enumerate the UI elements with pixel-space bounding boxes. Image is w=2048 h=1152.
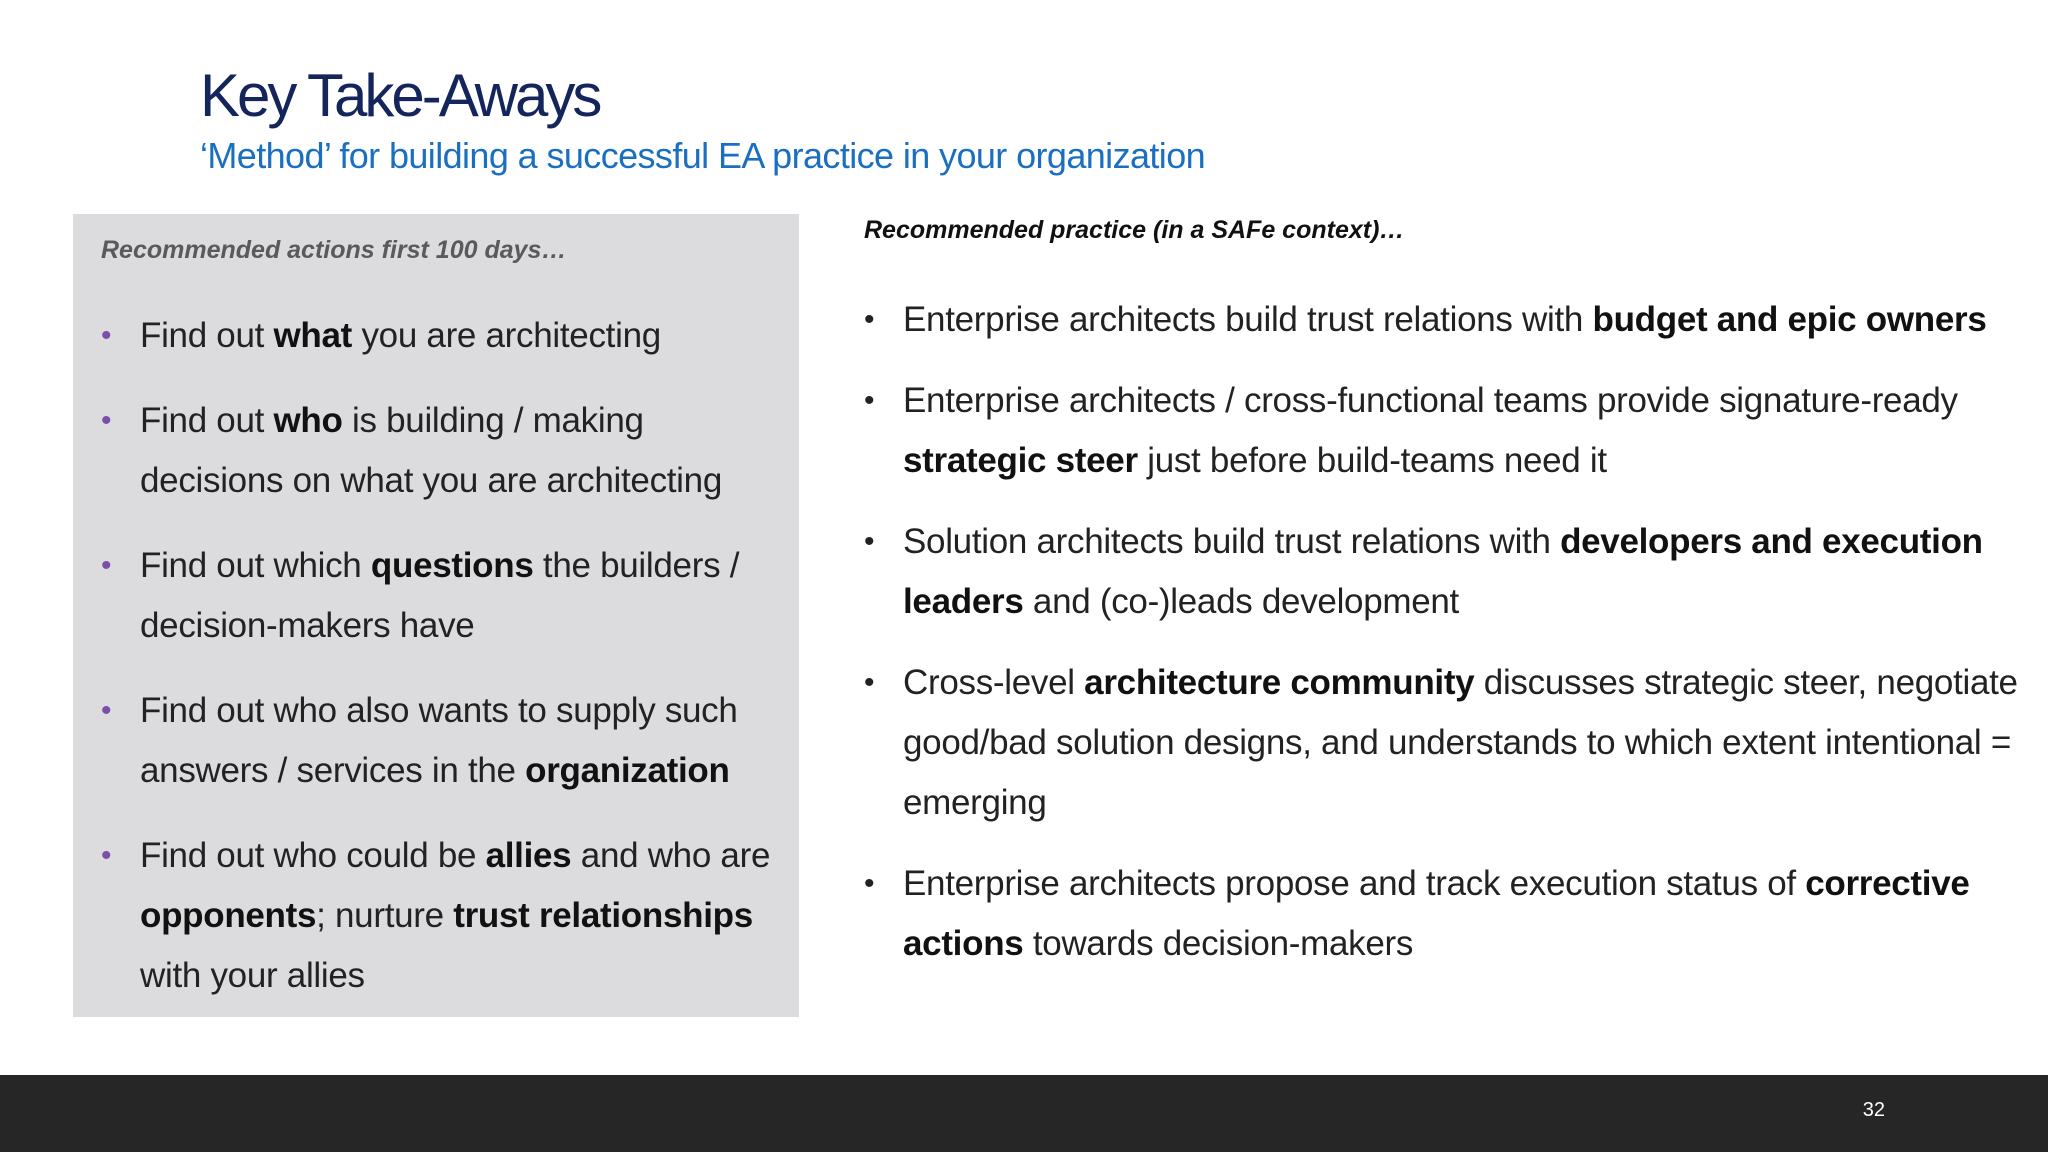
emphasis-text: trust relationships <box>453 896 753 935</box>
emphasis-text: corrective actions <box>903 864 1970 963</box>
item-text: towards decision-makers <box>1023 924 1414 963</box>
bullet-dot-icon: • <box>864 867 875 900</box>
emphasis-text: architecture community <box>1084 663 1475 702</box>
item-text: and who are <box>571 836 771 875</box>
bullet-dot-icon: • <box>101 549 112 582</box>
item-text: Find out <box>140 316 274 355</box>
list-item <box>101 391 791 511</box>
item-text: Solution architects build trust relations with <box>903 522 1561 561</box>
item-text: Find out who could be <box>140 836 486 875</box>
emphasis-text: strategic steer <box>903 441 1138 480</box>
item-text: Enterprise architects propose and track execution status of <box>903 864 1806 903</box>
left-action-list <box>101 306 791 1031</box>
item-text: discusses strategic steer, negotiate good/bad solution designs, and understands to which extent intentional = emerging <box>903 663 2018 822</box>
emphasis-text: questions <box>370 546 534 585</box>
item-text: Find out <box>140 401 274 440</box>
left-panel <box>73 214 799 1017</box>
slide-title: Key Take-Aways <box>200 62 600 129</box>
bullet-dot-icon: • <box>864 384 875 417</box>
bullet-dot-icon: • <box>101 404 112 437</box>
item-text: ; nurture <box>316 896 454 935</box>
list-item <box>101 826 791 1006</box>
item-text: Enterprise architects / cross-functional teams provide signature-ready <box>903 381 1958 420</box>
bullet-dot-icon: • <box>101 694 112 727</box>
emphasis-text: budget and epic owners <box>1592 300 1987 339</box>
list-item <box>864 290 2024 350</box>
item-text: Find out which <box>140 546 371 585</box>
list-item <box>864 854 2024 974</box>
list-item <box>864 371 2024 491</box>
list-item <box>101 306 791 366</box>
slide-subtitle: ‘Method’ for building a successful EA practice in your organization <box>200 135 1206 176</box>
bullet-dot-icon: • <box>101 319 112 352</box>
page-number: 32 <box>1862 1099 1885 1121</box>
bullet-dot-icon: • <box>864 666 875 699</box>
emphasis-text: what <box>273 316 353 355</box>
emphasis-text: opponents <box>140 896 317 935</box>
item-text: Find out who also wants to supply such answers / services in the <box>140 691 738 790</box>
emphasis-text: who <box>273 401 343 440</box>
item-text: is building / making decisions on what you are architecting <box>140 401 722 500</box>
list-item <box>864 512 2024 632</box>
item-text: and (co-)leads development <box>1023 582 1459 621</box>
list-item <box>101 536 791 656</box>
item-text: Cross-level <box>903 663 1085 702</box>
item-text: just before build-teams need it <box>1137 441 1607 480</box>
footer-bar <box>0 1075 2048 1152</box>
item-text: with your allies <box>140 956 365 995</box>
left-panel-heading: Recommended actions first 100 days… <box>101 236 567 264</box>
emphasis-text: developers and execution leaders <box>903 522 1983 621</box>
item-text: Enterprise architects build trust relations with <box>903 300 1593 339</box>
right-panel-heading: Recommended practice (in a SAFe context)… <box>864 216 1405 244</box>
bullet-dot-icon: • <box>101 839 112 872</box>
bullet-dot-icon: • <box>864 303 875 336</box>
item-text: you are architecting <box>352 316 661 355</box>
emphasis-text: allies <box>485 836 572 875</box>
list-item <box>864 653 2024 833</box>
item-text: the builders / decision-makers have <box>140 546 740 645</box>
list-item <box>101 681 791 801</box>
emphasis-text: organization <box>525 751 730 790</box>
bullet-dot-icon: • <box>864 525 875 558</box>
right-practice-list <box>864 290 2024 995</box>
